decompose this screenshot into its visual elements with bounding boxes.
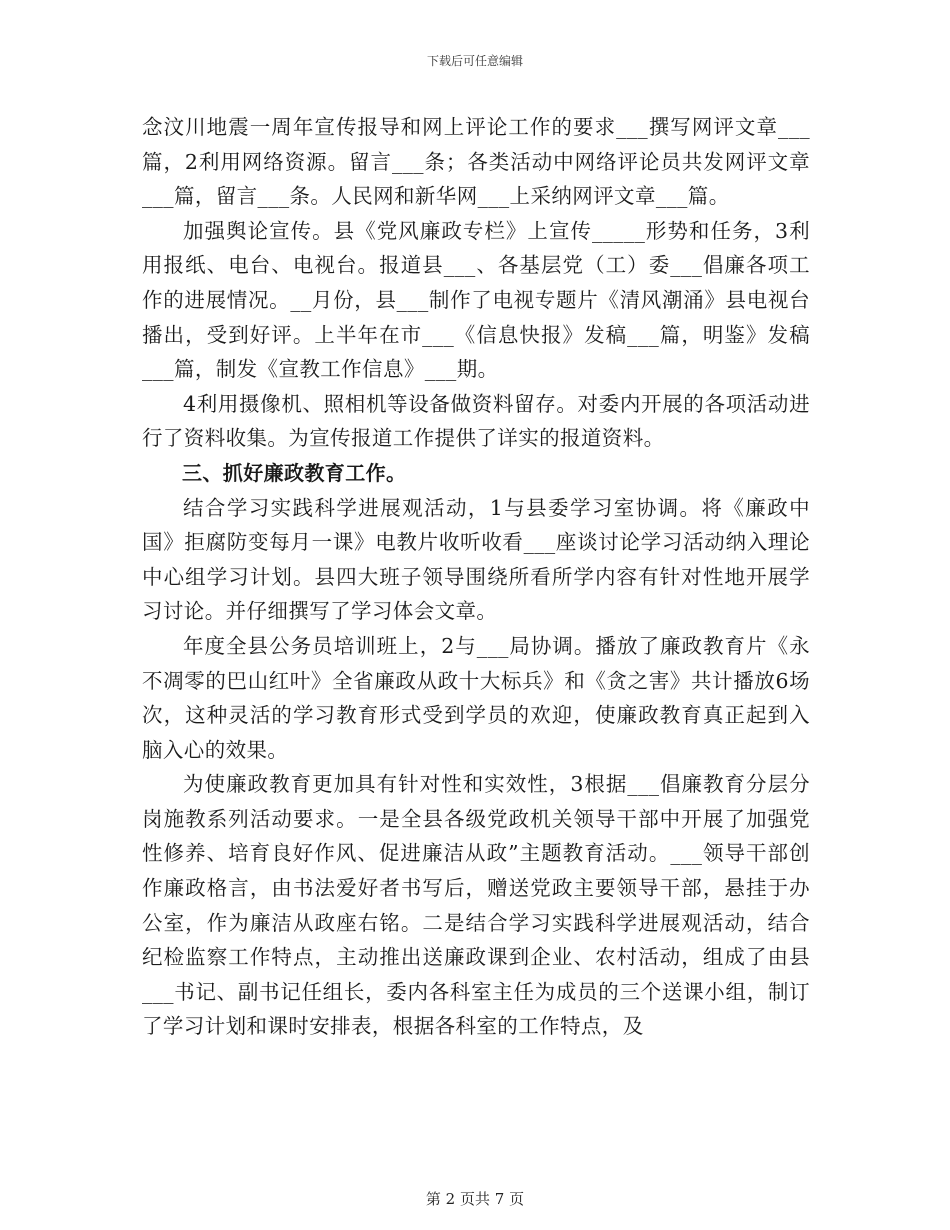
page-footer: 第 2 页共 7 页 bbox=[425, 1190, 525, 1208]
paragraph: 年度全县公务员培训班上，2与___局协调。播放了廉政教育片《永不凋零的巴山红叶》全省廉政从政十大标兵》和《贪之害》共计播放6场次，这种灵活的学习教育形式受到学员的欢迎，使廉政教育真正起到入脑入心的效果。 bbox=[142, 633, 810, 762]
paragraph: 结合学习实践科学进展观活动，1与县委学习室协调。将《廉政中国》拒腐防变每月一课》电教片收听收看___座谈讨论学习活动纳入理论中心组学习计划。县四大班子领导围绕所看所学内容有针对性地开展学习讨论。并仔细撰写了学习体会文章。 bbox=[142, 495, 810, 624]
paragraph: 念汶川地震一周年宣传报导和网上评论工作的要求___撰写网评文章___篇，2利用网络资源。留言___条；各类活动中网络评论员共发网评文章___篇，留言___条。人民网和新华网___上采纳网评文章___篇。 bbox=[142, 115, 810, 209]
paragraph: 加强舆论宣传。县《党风廉政专栏》上宣传_____形势和任务，3利用报纸、电台、电视台。报道县___、各基层党（工）委___倡廉各项工作的进展情况。__月份，县___制作了电视专题片《清风潮涌》县电视台播出，受到好评。上半年在市___《信息快报》发稿___篇，明鉴》发稿___篇，制发《宣教工作信息》___期。 bbox=[142, 218, 810, 382]
paragraph: 为使廉政教育更加具有针对性和实效性，3根据___倡廉教育分层分岗施教系列活动要求。一是全县各级党政机关领导干部中开展了加强党性修养、培育良好作风、促进廉洁从政”主题教育活动。___领导干部创作廉政格言，由书法爱好者书写后，赠送党政主要领导干部，悬挂于办公室，作为廉洁从政座右铭。二是结合学习实践科学进展观活动，结合纪检监察工作特点，主动推出送廉政课到企业、农村活动，组成了由县___书记、副书记任组长，委内各科室主任为成员的三个送课小组，制订了学习计划和课时安排表，根据各科室的工作特点，及 bbox=[142, 772, 810, 1039]
page-header: 下载后可任意编辑 bbox=[426, 54, 523, 68]
paragraph: 4利用摄像机、照相机等设备做资料留存。对委内开展的各项活动进行了资料收集。为宣传报道工作提供了详实的报道资料。 bbox=[142, 391, 810, 451]
section-heading: 三、抓好廉政教育工作。 bbox=[182, 460, 407, 485]
document-body bbox=[142, 110, 810, 1044]
